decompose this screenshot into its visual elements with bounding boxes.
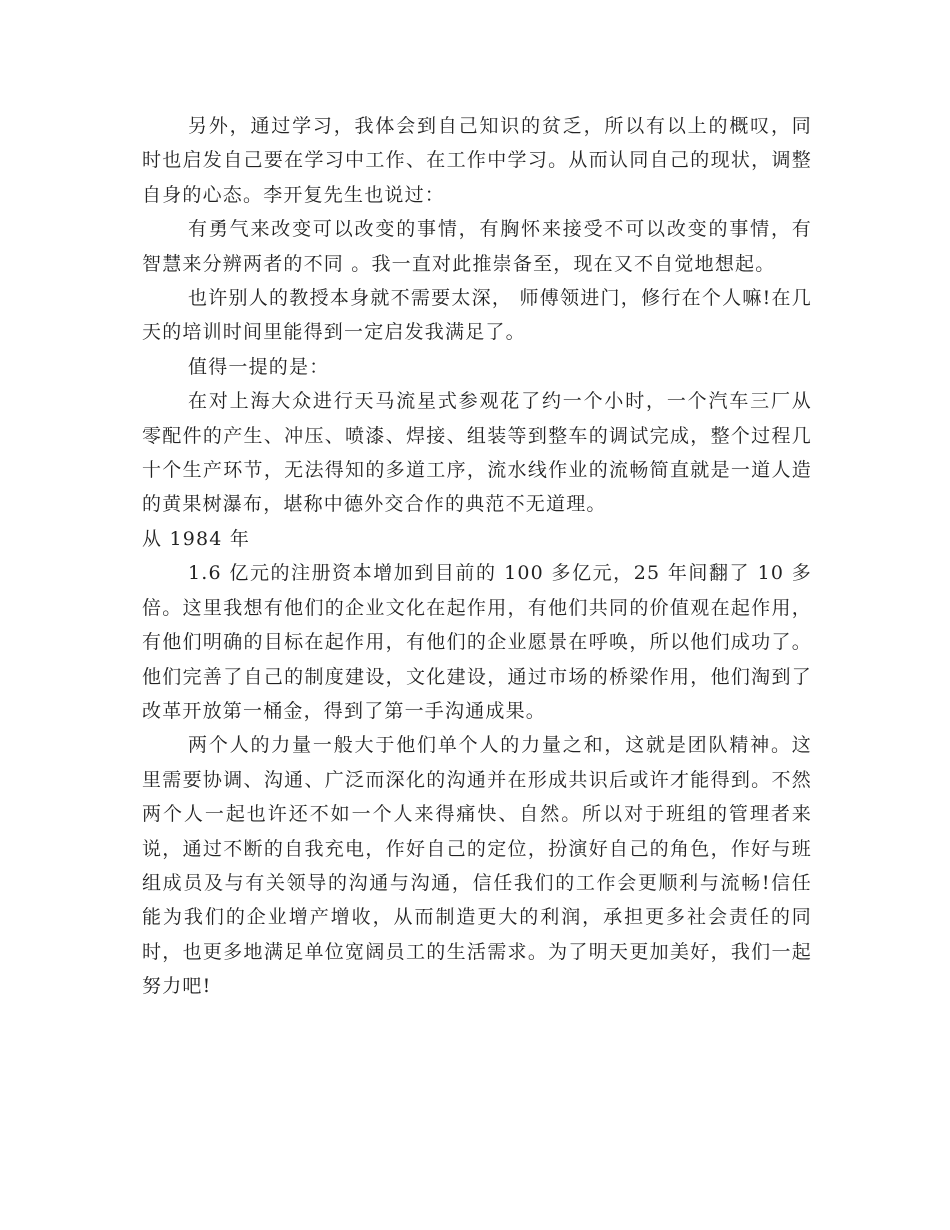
paragraph-5: 在对上海大众进行天马流星式参观花了约一个小时，一个汽车三厂从零配件的产生、冲压、喷漆、焊接、组装等到整车的调试完成，整个过程几十个生产环节，无法得知的多道工序，流水线作业的流畅简直就是一道人造的黄果树瀑布，堪称中德外交合作的典范不无道理。 bbox=[142, 390, 812, 516]
paragraph-6: 从 1984 年 bbox=[142, 527, 251, 550]
paragraph-3: 也许别人的教授本身就不需要太深， 师傅领进门，修行在个人嘛!在几天的培训时间里能得到一定启发我满足了。 bbox=[142, 287, 812, 344]
document-body bbox=[142, 109, 812, 1004]
paragraph-1: 另外，通过学习，我体会到自己知识的贫乏，所以有以上的概叹，同时也启发自己要在学习中工作、在工作中学习。从而认同自己的现状，调整自身的心态。李开复先生也说过： bbox=[142, 115, 812, 206]
paragraph-8: 两个人的力量一般大于他们单个人的力量之和，这就是团队精神。这里需要协调、沟通、广泛而深化的沟通并在形成共识后或许才能得到。不然两个人一起也许还不如一个人来得痛快、自然。所以对于班组的管理者来说，通过不断的自我充电，作好自己的定位，扮演好自己的角色，作好与班组成员及与有关领导的沟通与沟通，信任我们的工作会更顺利与流畅!信任能为我们的企业增产增收，从而制造更大的利润，承担更多社会责任的同时，也更多地满足单位宽阔员工的生活需求。为了明天更加美好，我们一起努力吧! bbox=[142, 734, 812, 998]
paragraph-2: 有勇气来改变可以改变的事情，有胸怀来接受不可以改变的事情，有智慧来分辨两者的不同 。我一直对此推崇备至，现在又不自觉地想起。 bbox=[142, 218, 812, 275]
paragraph-7: 1.6 亿元的注册资本增加到目前的 100 多亿元，25 年间翻了 10 多倍。这里我想有他们的企业文化在起作用，有他们共同的价值观在起作用，有他们明确的目标在起作用，有他们的企业愿景在呼唤，所以他们成功了。他们完善了自己的制度建设，文化建设，通过市场的桥梁作用，他们淘到了改革开放第一桶金，得到了第一手沟通成果。 bbox=[142, 562, 812, 722]
paragraph-4: 值得一提的是： bbox=[188, 355, 330, 378]
